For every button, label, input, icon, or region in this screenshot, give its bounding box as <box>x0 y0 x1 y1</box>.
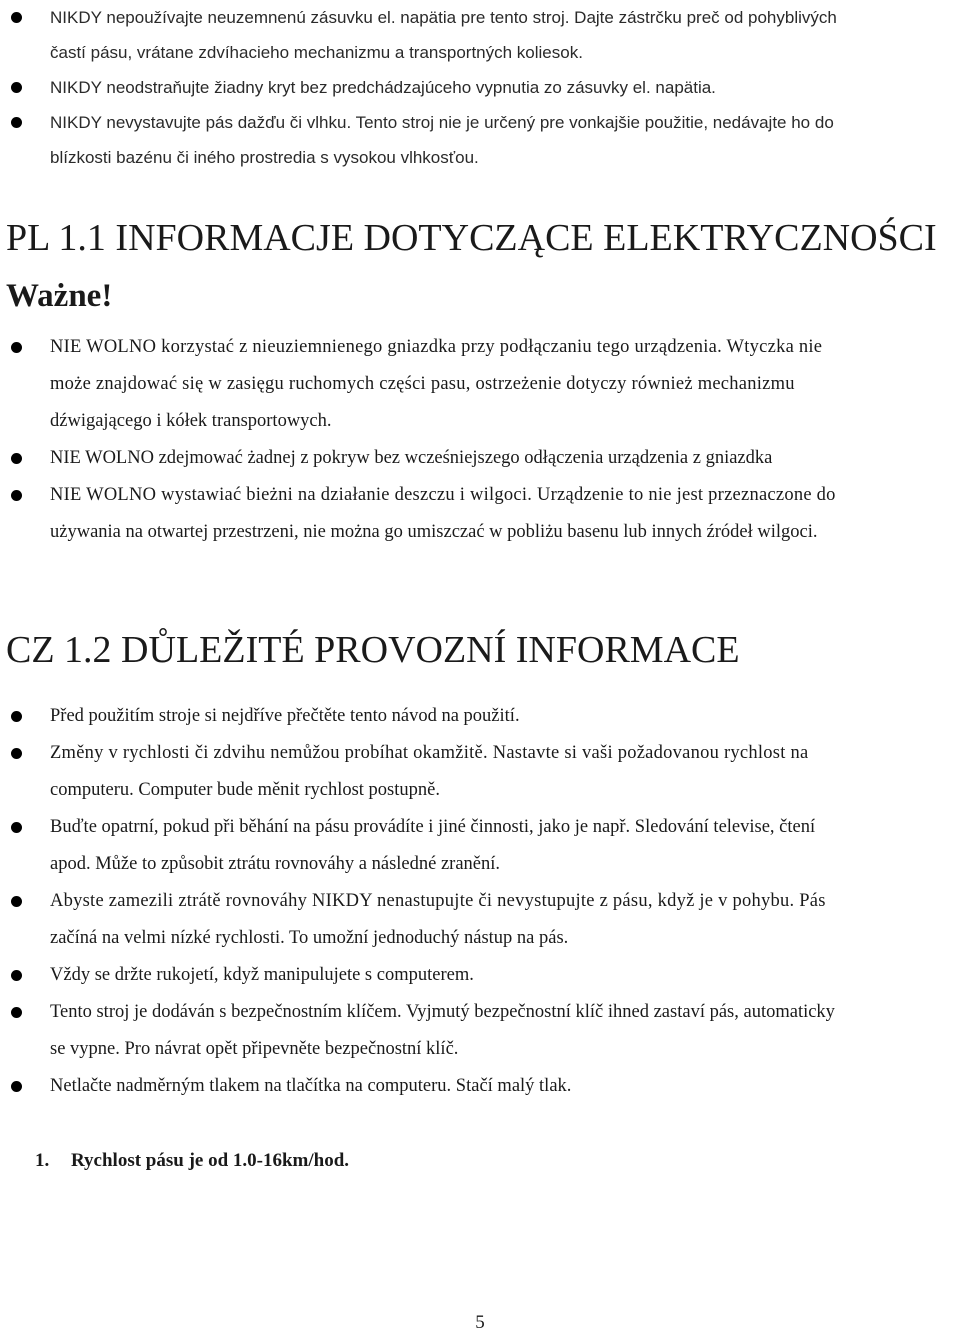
slovak-safety-list <box>0 0 960 175</box>
list-item <box>0 0 960 70</box>
list-item-line: Abyste zamezili ztrátě rovnováhy NIKDY nenastupujte či nevystupujte z pásu, když je v pohybu. Pás <box>50 891 826 911</box>
list-item <box>0 698 960 735</box>
list-item-line: Netlačte nadměrným tlakem na tlačítka na computeru. Stačí malý tlak. <box>50 1076 572 1096</box>
bullet-icon <box>11 82 22 93</box>
list-item <box>0 329 960 440</box>
note-number: 1. <box>35 1150 50 1171</box>
bullet-icon <box>11 342 22 353</box>
list-item <box>0 735 960 809</box>
list-item-line: NIE WOLNO zdejmować żadnej z pokryw bez wcześniejszego odłączenia urządzenia z gniazdka <box>50 448 773 468</box>
czech-operating-list <box>0 698 960 1105</box>
bullet-icon <box>11 12 22 23</box>
list-item <box>0 70 960 105</box>
important-subheading: Ważne! <box>6 278 113 314</box>
bullet-icon <box>11 822 22 833</box>
list-item <box>0 809 960 883</box>
numbered-note <box>35 1150 349 1172</box>
list-item <box>0 957 960 994</box>
polish-safety-list <box>0 329 960 551</box>
list-item-line: Buďte opatrní, pokud při běhání na pásu provádíte i jiné činnosti, jako je např. Sledování televise, čtení <box>50 817 816 837</box>
list-item-line: może znajdować się w zasięgu ruchomych części pasu, ostrzeżenie dotyczy również mechanizmu <box>50 374 795 394</box>
list-item-line: dźwigającego i kółek transportowych. <box>50 411 332 431</box>
list-item-line: začíná na velmi nízké rychlosti. To umožní jednoduchý nástup na pás. <box>50 928 569 948</box>
list-item-line: častí pásu, vrátane zdvíhacieho mechanizmu a transportných koliesok. <box>50 43 583 62</box>
section-heading-pl: PL 1.1 INFORMACJE DOTYCZĄCE ELEKTRYCZNOŚCI <box>6 217 937 259</box>
bullet-icon <box>11 748 22 759</box>
bullet-icon <box>11 970 22 981</box>
list-item-line: NIE WOLNO wystawiać bieżni na działanie deszczu i wilgoci. Urządzenie to nie jest przeznaczone do <box>50 485 836 505</box>
list-item-line: computeru. Computer bude měnit rychlost postupně. <box>50 780 440 800</box>
list-item-line: blízkosti bazénu či iného prostredia s vysokou vlhkosťou. <box>50 148 479 167</box>
list-item <box>0 477 960 551</box>
list-item-line: NIKDY nevystavujte pás dažďu či vlhku. Tento stroj nie je určený pre vonkajšie použitie, nedávajte ho do <box>50 113 834 132</box>
list-item <box>0 1068 960 1105</box>
bullet-icon <box>11 1007 22 1018</box>
list-item-line: Vždy se držte rukojetí, když manipulujete s computerem. <box>50 965 474 985</box>
list-item <box>0 440 960 477</box>
list-item-line: se vypne. Pro návrat opět připevněte bezpečnostní klíč. <box>50 1039 459 1059</box>
list-item-line: używania na otwartej przestrzeni, nie można go umiszczać w pobliżu basenu lub innych źródeł wilgoci. <box>50 522 818 542</box>
bullet-icon <box>11 453 22 464</box>
list-item-line: NIE WOLNO korzystać z nieuziemnienego gniazdka przy podłączaniu tego urządzenia. Wtyczka nie <box>50 337 823 357</box>
bullet-icon <box>11 490 22 501</box>
list-item-line: Tento stroj je dodáván s bezpečnostním klíčem. Vyjmutý bezpečnostní klíč ihned zastaví pás, automaticky <box>50 1002 835 1022</box>
note-text: Rychlost pásu je od 1.0-16km/hod. <box>71 1150 350 1171</box>
list-item-line: NIKDY neodstraňujte žiadny kryt bez predchádzajúceho vypnutia zo zásuvky el. napätia. <box>50 78 716 97</box>
list-item-line: NIKDY nepoužívajte neuzemnenú zásuvku el. napätia pre tento stroj. Dajte zástrčku preč od pohyblivých <box>50 8 837 27</box>
bullet-icon <box>11 711 22 722</box>
list-item <box>0 883 960 957</box>
list-item <box>0 994 960 1068</box>
bullet-icon <box>11 1081 22 1092</box>
page-number: 5 <box>475 1312 485 1333</box>
bullet-icon <box>11 896 22 907</box>
bullet-icon <box>11 117 22 128</box>
list-item <box>0 105 960 175</box>
section-heading-cz: CZ 1.2 DŮLEŽITÉ PROVOZNÍ INFORMACE <box>6 629 740 671</box>
list-item-line: apod. Může to způsobit ztrátu rovnováhy a následné zranění. <box>50 854 501 874</box>
list-item-line: Změny v rychlosti či zdvihu nemůžou probíhat okamžitě. Nastavte si vaši požadovanou rychlost na <box>50 743 809 763</box>
list-item-line: Před použitím stroje si nejdříve přečtěte tento návod na použití. <box>50 706 520 726</box>
